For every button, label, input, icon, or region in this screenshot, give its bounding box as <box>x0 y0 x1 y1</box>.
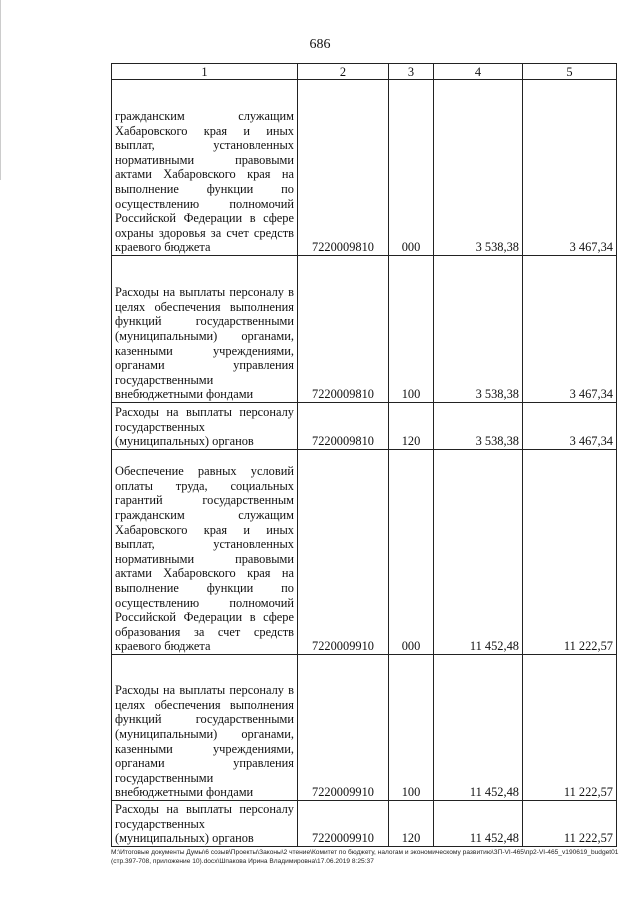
row-target-code: 7220009810 <box>298 80 389 256</box>
row-amount-2019: 11 452,48 <box>434 655 523 801</box>
row-target-code: 7220009810 <box>298 403 389 450</box>
row-amount-2019: 11 452,48 <box>434 450 523 655</box>
row-amount-2019: 3 538,38 <box>434 80 523 256</box>
row-description: гражданским служащим Хабаровского края и иных выплат, установленных нормативными правовыми актами Хабаровского края на выполнение функции по осуществлению полномочий Российской Федерации в сфере охраны здоровья за счет средств краевого бюджета <box>112 80 298 256</box>
header-col-5: 5 <box>523 64 617 80</box>
row-description: Расходы на выплаты персоналу государственных (муниципальных) органов <box>112 403 298 450</box>
row-expense-type: 120 <box>389 403 434 450</box>
row-target-code: 7220009810 <box>298 256 389 403</box>
row-amount-2019: 3 538,38 <box>434 256 523 403</box>
row-amount-2020: 11 222,57 <box>523 450 617 655</box>
row-description: Обеспечение равных условий оплаты труда, социальных гарантий государственным гражданским служащим Хабаровского края и иных выплат, установленных нормативными правовыми актами Хабаровского края на выполнение функции по осуществлению полномочий Российской Федерации в сфере образования за счет средств краевого бюджета <box>112 450 298 655</box>
row-expense-type: 100 <box>389 256 434 403</box>
table-row <box>112 801 617 847</box>
row-target-code: 7220009910 <box>298 801 389 847</box>
header-col-2: 2 <box>298 64 389 80</box>
header-col-4: 4 <box>434 64 523 80</box>
header-col-1: 1 <box>112 64 298 80</box>
table-row <box>112 655 617 801</box>
row-amount-2020: 11 222,57 <box>523 655 617 801</box>
row-description: Расходы на выплаты персоналу в целях обеспечения выполнения функций государственными (муниципальными) органами, казенными учреждениями, органами управления государственными внебюджетными фондами <box>112 256 298 403</box>
row-target-code: 7220009910 <box>298 655 389 801</box>
row-expense-type: 100 <box>389 655 434 801</box>
row-expense-type: 000 <box>389 80 434 256</box>
page-number: 686 <box>309 37 331 52</box>
row-expense-type: 120 <box>389 801 434 847</box>
table-row <box>112 256 617 403</box>
row-amount-2019: 11 452,48 <box>434 801 523 847</box>
row-amount-2020: 3 467,34 <box>523 403 617 450</box>
row-amount-2020: 3 467,34 <box>523 80 617 256</box>
row-description: Расходы на выплаты персоналу государственных (муниципальных) органов <box>112 801 298 847</box>
header-col-3: 3 <box>389 64 434 80</box>
row-expense-type: 000 <box>389 450 434 655</box>
row-description: Расходы на выплаты персоналу в целях обеспечения выполнения функций государственными (муниципальными) органами, казенными учреждениями, органами управления государственными внебюджетными фондами <box>112 655 298 801</box>
table-header-row <box>112 64 617 80</box>
row-amount-2019: 3 538,38 <box>434 403 523 450</box>
budget-table <box>111 63 617 847</box>
row-amount-2020: 11 222,57 <box>523 801 617 847</box>
table-row <box>112 80 617 256</box>
document-file-path-footer: M:\Итоговые документы Думы\6 созыв\Проекты\Законы\2 чтение\Комитет по бюджету, налогам и экономическому развитию\ЗП-VI-465\пр2-VI-465_v190619_budget01 (стр.397-708, приложение 10).docx\Шпакова Ирина Владимировна\17.06.2019 8:25:37 <box>111 849 619 865</box>
scan-margin-line <box>0 0 3 180</box>
table-row <box>112 450 617 655</box>
table-row <box>112 403 617 450</box>
row-target-code: 7220009910 <box>298 450 389 655</box>
row-amount-2020: 3 467,34 <box>523 256 617 403</box>
